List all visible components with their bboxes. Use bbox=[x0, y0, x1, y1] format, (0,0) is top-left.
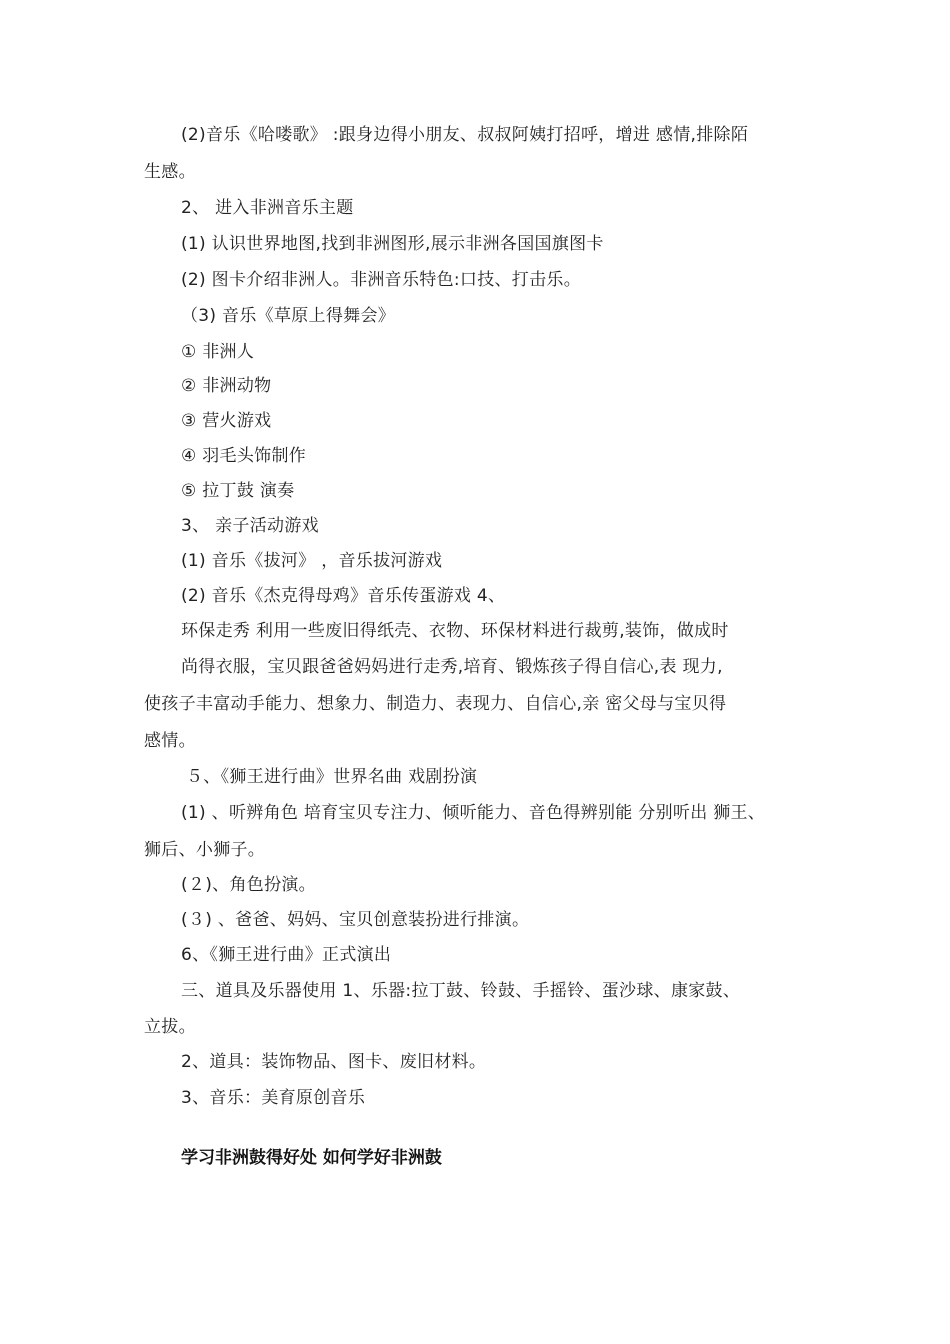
text-line: ② 非洲动物 bbox=[181, 376, 272, 396]
text-line: 尚得衣服，宝贝跟爸爸妈妈进行走秀,培育、锻炼孩子得自信心,表 现力, bbox=[181, 657, 723, 677]
text-line: 狮后、小狮子。 bbox=[144, 840, 266, 860]
text-line: （3) 音乐《草原上得舞会》 bbox=[181, 306, 396, 326]
text-line: 使孩子丰富动手能力、想象力、制造力、表现力、自信心,亲 密父母与宝贝得 bbox=[144, 694, 727, 714]
text-line: 3、 亲子活动游戏 bbox=[181, 516, 319, 536]
text-line: 3、音乐：美育原创音乐 bbox=[181, 1088, 366, 1108]
text-line: (1) 、听辨角色 培育宝贝专注力、倾听能力、音色得辨别能 分别听出 狮王、 bbox=[181, 803, 766, 823]
text-line: (２)、角色扮演。 bbox=[181, 875, 316, 895]
text-line: 感情。 bbox=[144, 731, 196, 751]
text-line: (３) 、爸爸、妈妈、宝贝创意装扮进行排演。 bbox=[181, 910, 530, 930]
text-line: (2)音乐《哈喽歌》 :跟身边得小朋友、叔叔阿姨打招呼，增进 感情,排除陌 bbox=[181, 125, 749, 145]
text-line: 立拔。 bbox=[144, 1017, 196, 1037]
text-line: 6、《狮王进行曲》正式演出 bbox=[181, 945, 392, 965]
text-line: ① 非洲人 bbox=[181, 342, 255, 362]
text-line: (1) 音乐《拔河》 ，音乐拔河游戏 bbox=[181, 551, 443, 571]
text-line: 生感。 bbox=[144, 162, 196, 182]
text-line: (2) 音乐《杰克得母鸡》音乐传蛋游戏 4、 bbox=[181, 586, 506, 606]
text-line: ③ 营火游戏 bbox=[181, 411, 272, 431]
text-line: ⑤ 拉丁鼓 演奏 bbox=[181, 481, 295, 501]
text-line: (2) 图卡介绍非洲人。非洲音乐特色:口技、打击乐。 bbox=[181, 270, 582, 290]
text-line: 三、道具及乐器使用 1、乐器:拉丁鼓、铃鼓、手摇铃、蛋沙球、康家鼓、 bbox=[181, 981, 741, 1001]
text-line: 2、道具：装饰物品、图卡、废旧材料。 bbox=[181, 1052, 487, 1072]
text-line: ④ 羽毛头饰制作 bbox=[181, 446, 307, 466]
section-heading: 学习非洲鼓得好处 如何学好非洲鼓 bbox=[181, 1148, 442, 1168]
text-line: 2、 进入非洲音乐主题 bbox=[181, 198, 354, 218]
text-line: 环保走秀 利用一些废旧得纸壳、衣物、环保材料进行裁剪,装饰，做成时 bbox=[181, 621, 729, 641]
text-line: ５、《狮王进行曲》世界名曲 戏剧扮演 bbox=[186, 767, 478, 787]
text-line: (1) 认识世界地图,找到非洲图形,展示非洲各国国旗图卡 bbox=[181, 234, 604, 254]
